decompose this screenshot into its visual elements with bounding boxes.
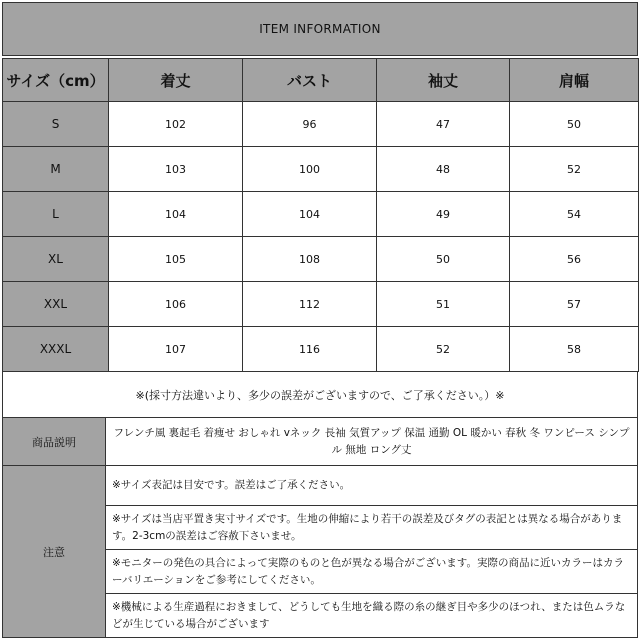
description-label: 商品説明: [2, 418, 106, 466]
size-table: [2, 58, 639, 372]
table-row: [3, 327, 639, 372]
caution-item: ※サイズは当店平置き実寸サイズです。生地の伸縮により若干の誤差及びタグの表記とは異なる場合があります。2-3cmの誤差はご容赦下さいませ。: [106, 506, 638, 550]
table-row: [3, 192, 639, 237]
length-value: 103: [109, 147, 243, 192]
description-text: フレンチ風 裏起毛 着痩せ おしゃれ vネック 長袖 気質アップ 保温 通勤 OL 暖かい 春秋 冬 ワンピース シンプル 無地 ロング丈: [106, 418, 638, 466]
page-title: ITEM INFORMATION: [2, 2, 638, 56]
length-value: 105: [109, 237, 243, 282]
bust-value: 100: [243, 147, 377, 192]
size-label: XL: [3, 237, 109, 282]
size-label: XXXL: [3, 327, 109, 372]
length-value: 107: [109, 327, 243, 372]
table-row: [3, 102, 639, 147]
sleeve-value: 50: [377, 237, 510, 282]
sleeve-value: 47: [377, 102, 510, 147]
header-size: サイズ（cm）: [3, 59, 109, 102]
shoulder-value: 57: [510, 282, 639, 327]
caution-label: 注意: [2, 466, 106, 638]
table-row: [3, 237, 639, 282]
size-label: XXL: [3, 282, 109, 327]
caution-item: ※モニターの発色の具合によって実際のものと色が異なる場合がございます。実際の商品に近いカラーはカラーバリエーションをご参考にしてください。: [106, 550, 638, 594]
size-label: L: [3, 192, 109, 237]
table-row: [3, 147, 639, 192]
length-value: 102: [109, 102, 243, 147]
length-value: 104: [109, 192, 243, 237]
table-row: [3, 282, 639, 327]
length-value: 106: [109, 282, 243, 327]
shoulder-value: 54: [510, 192, 639, 237]
caution-item: ※サイズ表記は目安です。誤差はご了承ください。: [106, 466, 638, 506]
sleeve-value: 49: [377, 192, 510, 237]
size-table-header-row: [3, 59, 639, 102]
bust-value: 116: [243, 327, 377, 372]
header-sleeve: 袖丈: [377, 59, 510, 102]
bust-value: 108: [243, 237, 377, 282]
size-label: S: [3, 102, 109, 147]
measurement-note: ※(採寸方法違いより、多少の誤差がございますので、ご了承ください。）※: [2, 372, 638, 418]
bust-value: 96: [243, 102, 377, 147]
size-label: M: [3, 147, 109, 192]
shoulder-value: 56: [510, 237, 639, 282]
shoulder-value: 50: [510, 102, 639, 147]
shoulder-value: 52: [510, 147, 639, 192]
bust-value: 112: [243, 282, 377, 327]
header-shoulder: 肩幅: [510, 59, 639, 102]
shoulder-value: 58: [510, 327, 639, 372]
sleeve-value: 51: [377, 282, 510, 327]
sleeve-value: 52: [377, 327, 510, 372]
caution-item: ※機械による生産過程におきまして、どうしても生地を織る際の糸の継ぎ目や多少のほつれ、または色ムラなどが生じている場合がございます: [106, 594, 638, 638]
header-length: 着丈: [109, 59, 243, 102]
bust-value: 104: [243, 192, 377, 237]
sleeve-value: 48: [377, 147, 510, 192]
header-bust: バスト: [243, 59, 377, 102]
